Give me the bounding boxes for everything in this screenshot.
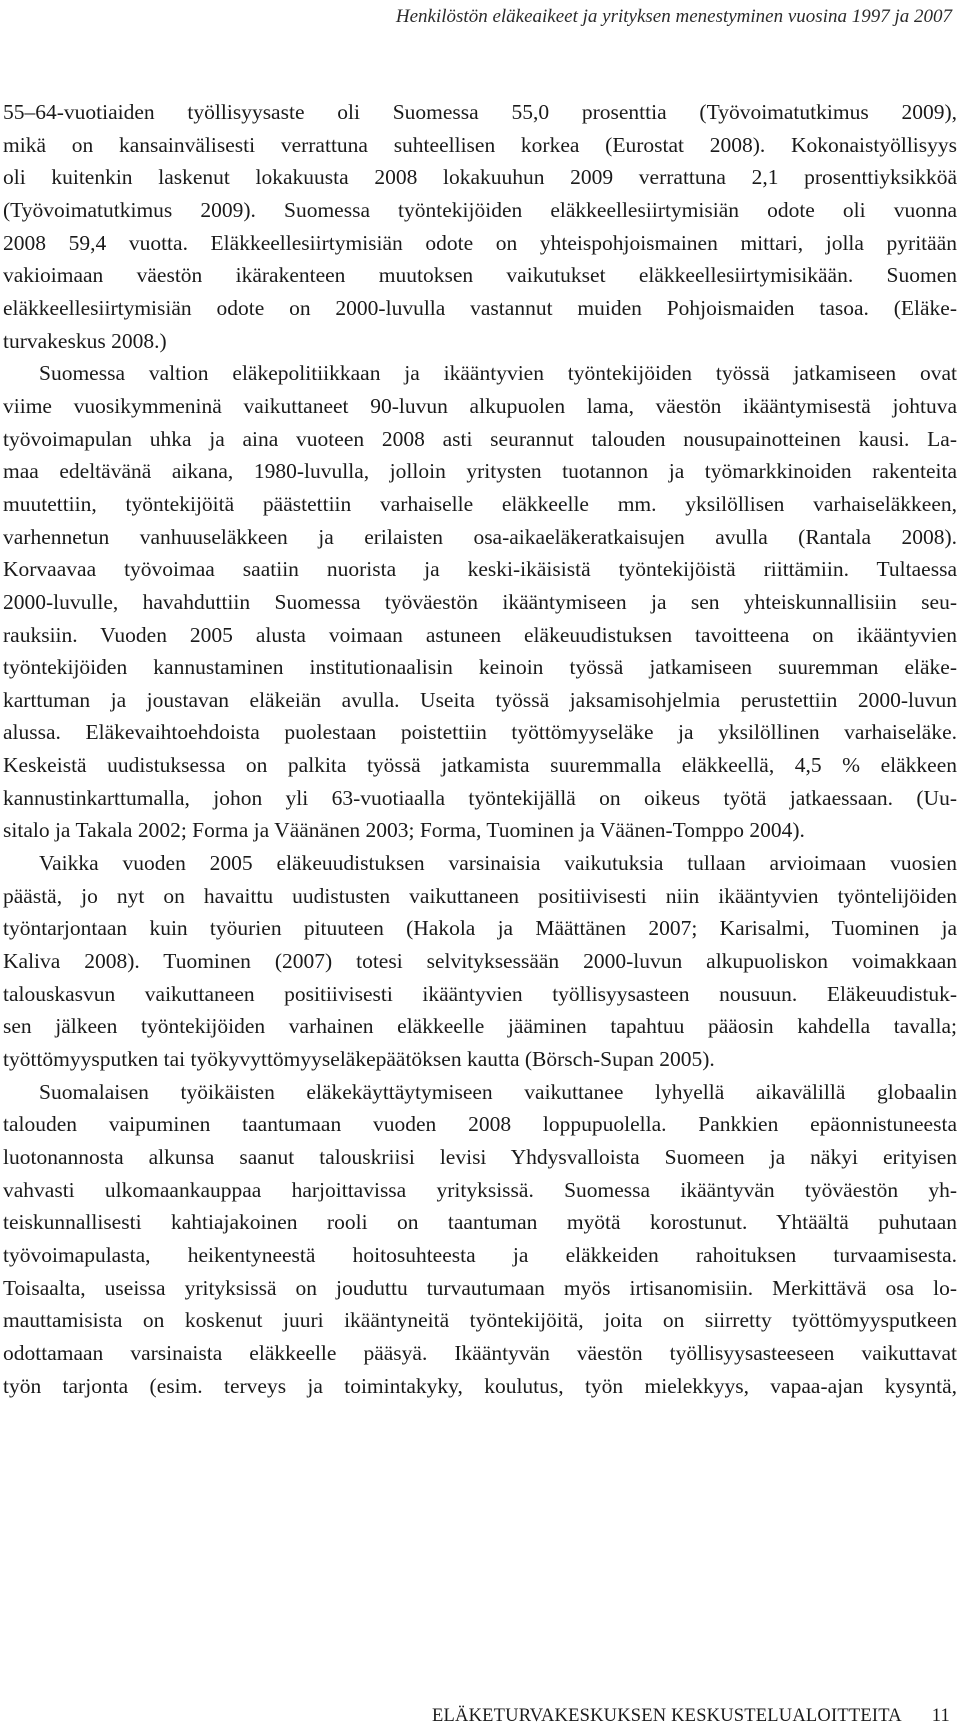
paragraph-2 [3, 357, 957, 847]
running-header: Henkilöstön eläkeaikeet ja yrityksen menestyminen vuosina 1997 ja 2007 [395, 6, 952, 27]
text-line: vakioimaan väestön ikärakenteen muutoksen vaikutukset eläkkeellesiirtymisikään. Suomen [3, 263, 957, 288]
text-line: mauttamisista on koskenut juuri ikääntyneitä työntekijöitä, joita on siirretty työttömyysputkeen [3, 1308, 957, 1333]
text-line: viime vuosikymmeninä vaikuttaneet 90-luvun alkupuolen lama, väestön ikääntymisestä johtuva [3, 393, 957, 418]
text-line: Toisaalta, useissa yrityksissä on jouduttu turvautumaan myös irtisanomisiin. Merkittävä osa lo- [3, 1275, 957, 1300]
paragraph-4 [3, 1076, 957, 1403]
text-line: Suomalaisen työikäisten eläkekäyttäytymiseen vaikuttanee lyhyellä aikavälillä globaalin [39, 1079, 957, 1104]
text-line: sen jälkeen työntekijöiden varhainen eläkkeelle jääminen tapahtuu pääosin kahdella tavalla; [3, 1014, 957, 1039]
text-line: työvoimapulan uhka ja aina vuoteen 2008 asti seurannut talouden nousupainotteinen kausi. La- [3, 426, 957, 451]
text-line: työn tarjonta (esim. terveys ja toimintakyky, koulutus, työn mielekkyys, vapaa-ajan kysyntä, [3, 1373, 957, 1398]
text-line: kannustinkarttumalla, johon yli 63-vuotiaalla työntekijällä on oikeus työtä jatkaessaan. (Uu- [3, 785, 957, 810]
text-line: Korvaavaa työvoimaa saatiin nuorista ja keski-ikäisistä työntekijöistä riittämiin. Tultaessa [3, 557, 957, 582]
text-line: turvakeskus 2008.) [3, 328, 167, 353]
text-line: oli kuitenkin laskenut lokakuusta 2008 lokakuuhun 2009 verrattuna 2,1 prosenttiyksikköä [3, 165, 957, 190]
footer-series-title: ELÄKETURVAKESKUKSEN KESKUSTELUALOITTEITA [432, 1706, 902, 1726]
text-line: (Työvoimatutkimus 2009). Suomessa työntekijöiden eläkkeellesiirtymisiän odote oli vuonna [3, 197, 957, 222]
text-line: talouden vaipuminen taantumaan vuoden 2008 loppupuolella. Pankkien epäonnistuneesta [3, 1112, 957, 1137]
paragraph-3 [3, 847, 957, 1076]
text-line: varhennetun vanhuuseläkkeen ja erilaisten osa-aikaeläkeratkaisujen avulla (Rantala 2008). [3, 524, 957, 549]
text-line: mikä on kansainvälisesti verrattuna suhteellisen korkea (Eurostat 2008). Kokonaistyöllisyys [3, 132, 957, 157]
page-footer [432, 1706, 950, 1727]
text-line: Suomessa valtion eläkepolitiikkaan ja ikääntyvien työntekijöiden työssä jatkamiseen ovat [39, 361, 957, 386]
text-line: teiskunnallisesti kahtiajakoinen rooli on taantuman myötä korostunut. Yhtäältä puhutaan [3, 1210, 957, 1235]
text-line: rauksiin. Vuoden 2005 alusta voimaan astuneen eläkeuudistuksen tavoitteena on ikääntyvien [3, 622, 957, 647]
text-line: Vaikka vuoden 2005 eläkeuudistuksen varsinaisia vaikutuksia tullaan arvioimaan vuosien [39, 851, 957, 876]
text-line: maa edeltävänä aikana, 1980-luvulla, jolloin yritysten tuotannon ja työmarkkinoiden rakenteita [3, 459, 957, 484]
text-line: 2000-luvulle, havahduttiin Suomessa työväestön ikääntymiseen ja sen yhteiskunnallisiin seu- [3, 589, 957, 614]
text-line: muutettiin, työntekijöitä päästettiin varhaiselle eläkkeelle mm. yksilöllisen varhaiseläkkeen, [3, 491, 957, 516]
body-text [3, 96, 957, 1402]
text-line: Keskeistä uudistuksessa on palkita työssä jatkamista suuremmalla eläkkeellä, 4,5 % eläkkeen [3, 753, 957, 778]
text-line: työttömyysputken tai työkyvyttömyyseläkepäätöksen kautta (Börsch-Supan 2005). [3, 1047, 715, 1072]
text-line: talouskasvun vaikuttaneen positiivisesti ikääntyvien työllisyysasteen nousuun. Eläkeuudistuk- [3, 981, 957, 1006]
text-line: alussa. Eläkevaihtoehdoista puolestaan poistettiin työttömyyseläke ja yksilöllinen varhaiseläke. [3, 720, 957, 745]
text-line: odottamaan varsinaista eläkkeelle pääsyä. Ikääntyvän väestön työllisyysasteeseen vaikuttavat [3, 1340, 957, 1365]
paragraph-1 [3, 96, 957, 357]
text-line: päästä, jo nyt on havaittu uudistusten vaikuttaneen positiivisesti niin ikääntyvien työntelijöiden [3, 883, 957, 908]
text-line: työntekijöiden kannustaminen institutionaalisin keinoin työssä jatkamiseen suuremman eläke- [3, 655, 957, 680]
text-line: Kaliva 2008). Tuominen (2007) totesi selvityksessään 2000-luvun alkupuoliskon voimakkaan [3, 949, 957, 974]
text-line: 55–64-vuotiaiden työllisyysaste oli Suomessa 55,0 prosenttia (Työvoimatutkimus 2009), [3, 100, 957, 124]
text-line: sitalo ja Takala 2002; Forma ja Väänänen 2003; Forma, Tuominen ja Väänen-Tomppo 2004). [3, 818, 805, 843]
text-line: 2008 59,4 vuotta. Eläkkeellesiirtymisiän odote on yhteispohjoismainen mittari, jolla pyritään [3, 230, 957, 255]
text-line: työntarjontaan kuin työurien pituuteen (Hakola ja Määttänen 2007; Karisalmi, Tuominen ja [3, 916, 957, 941]
text-line: eläkkeellesiirtymisiän odote on 2000-luvulla vastannut muiden Pohjoismaiden tasoa. (Eläke- [3, 295, 957, 320]
text-line: työvoimapulasta, heikentyneestä hoitosuhteesta ja eläkkeiden rahoituksen turvaamisesta. [3, 1242, 957, 1267]
text-line: karttuman ja joustavan eläkeiän avulla. Useita työssä jaksamisohjelmia perustettiin 2000-luvun [3, 687, 957, 712]
text-line: luotonannosta alkunsa saanut talouskriisi levisi Yhdysvalloista Suomeen ja näkyi erityisen [3, 1145, 957, 1169]
page-number: 11 [931, 1706, 950, 1726]
text-line: vahvasti ulkomaankauppaa harjoittavissa yrityksissä. Suomessa ikääntyvän työväestön yh- [3, 1177, 957, 1202]
